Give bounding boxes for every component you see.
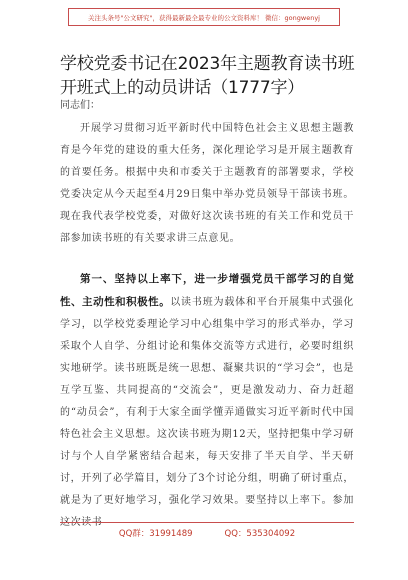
salutation: 同志们：	[60, 100, 100, 111]
intro-paragraph: 开展学习贯彻习近平新时代中国特色社会主义思想主题教育是今年党的建设的重大任务，深化理论学习是开展主题教育的首要任务。根据中央和市委关于主题教育的部署要求，学校党委决定从今天起至4月29日集中举办党员领导干部读书班。现在我代表学校党委，对做好这次读书班的有关工作和党员干部参加读书班的有关要求讲三点意见。	[60, 123, 354, 244]
top-banner	[68, 8, 340, 26]
footer-qq-group: QQ群：31991489	[118, 529, 193, 539]
section-1-paragraph	[60, 268, 354, 534]
section-1-heading: 第一、坚持以上率下，进一步增强党员干部学习的自觉性、主动性和积极性。	[60, 273, 354, 308]
banner-text: 关注头条号"公文研究"，获得最新最全最专业的公文资料库！ 微信：gongwenyj	[88, 13, 320, 22]
document-title: 学校党委书记在2023年主题教育读书班开班式上的动员讲话（1777字）	[60, 54, 355, 98]
footer-divider	[60, 522, 354, 523]
footer	[60, 527, 354, 539]
footer-qq-contact: QQ：535304092	[224, 529, 296, 539]
section-1-body: 以读书班为载体和平台开展集中式强化学习，以学校党委理论学习中心组集中学习的形式举办，学习采取个人自学、分组讨论和集体交流等方式进行，必要时组织实地研学。读书班既是统一思想、凝聚共识的“学习会”，也是互学互鉴、共同提高的“交流会”，更是激发动力、奋力赶超的“动员会”，有利于大家全面学懂弄通做实习近平新时代中国特色社会主义思想。这次读书班为期12天，坚持把集中学习研讨与个人自学紧密结合起来，每天安排了半天自学、半天研讨，开列了必学篇目，划分了3个讨论分组，明确了研讨重点，就是为了更好地学习，强化学习效果。要坚持以上率下。参加这次读书	[60, 297, 355, 528]
